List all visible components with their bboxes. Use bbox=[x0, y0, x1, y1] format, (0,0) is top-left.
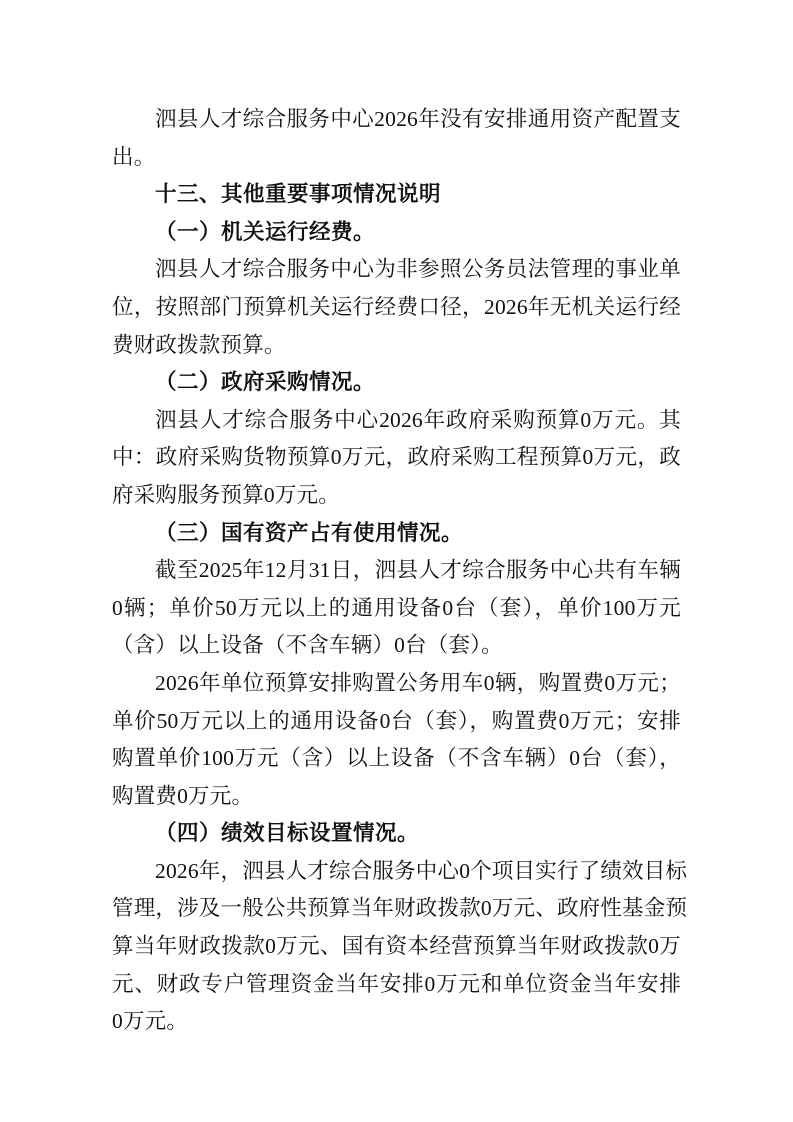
text-line: 元、财政专户管理资金当年安排0万元和单位资金当年安排 bbox=[112, 971, 681, 996]
document-content bbox=[112, 101, 688, 1041]
text-line: 算当年财政拨款0万元、国有资本经营预算当年财政拨款0万 bbox=[112, 934, 681, 959]
paragraph bbox=[112, 251, 681, 364]
text-line: 泗县人才综合服务中心为非参照公务员法管理的事业单 bbox=[155, 257, 681, 282]
subsection-heading bbox=[112, 815, 681, 853]
text-line: 0辆；单价50万元以上的通用设备0台（套），单价100万元 bbox=[112, 595, 681, 620]
text-line: 中：政府采购货物预算0万元，政府采购工程预算0万元，政 bbox=[112, 445, 681, 470]
paragraph bbox=[112, 853, 688, 1041]
text-line: 泗县人才综合服务中心2026年没有安排通用资产配置支 bbox=[155, 107, 681, 131]
text-line: 十三、其他重要事项情况说明 bbox=[155, 182, 442, 207]
subsection-heading bbox=[112, 515, 681, 553]
text-line: 0万元。 bbox=[112, 1009, 189, 1034]
paragraph bbox=[112, 402, 681, 515]
text-line: （二）政府采购情况。 bbox=[155, 370, 376, 395]
paragraph bbox=[112, 665, 681, 815]
subsection-heading bbox=[112, 214, 681, 252]
text-line: 截至2025年12月31日，泗县人才综合服务中心共有车辆 bbox=[155, 558, 681, 583]
text-line: （三）国有资产占有使用情况。 bbox=[155, 520, 464, 545]
section-heading bbox=[112, 176, 681, 214]
text-line: 泗县人才综合服务中心2026年政府采购预算0万元。其 bbox=[155, 407, 681, 432]
subsection-heading bbox=[112, 364, 681, 402]
paragraph bbox=[112, 552, 681, 665]
text-line: 出。 bbox=[112, 144, 156, 169]
text-line: （四）绩效目标设置情况。 bbox=[155, 821, 420, 846]
text-line: （含）以上设备（不含车辆）0台（套）。 bbox=[112, 633, 503, 658]
text-line: （一）机关运行经费。 bbox=[155, 219, 376, 244]
text-line: 2026年单位预算安排购置公务用车0辆，购置费0万元； bbox=[155, 670, 681, 695]
paragraph bbox=[112, 101, 681, 176]
text-line: 购置单价100万元（含）以上设备（不含车辆）0台（套）， bbox=[112, 746, 681, 771]
text-line: 府采购服务预算0万元。 bbox=[112, 482, 340, 507]
text-line: 费财政拨款预算。 bbox=[112, 332, 286, 357]
text-line: 管理，涉及一般公共预算当年财政拨款0万元、政府性基金预 bbox=[112, 896, 688, 921]
text-line: 购置费0万元。 bbox=[112, 783, 254, 808]
text-line: 2026年，泗县人才综合服务中心0个项目实行了绩效目标 bbox=[155, 858, 688, 883]
text-line: 单价50万元以上的通用设备0台（套），购置费0万元；安排 bbox=[112, 708, 681, 733]
text-line: 位，按照部门预算机关运行经费口径，2026年无机关运行经 bbox=[112, 294, 681, 319]
